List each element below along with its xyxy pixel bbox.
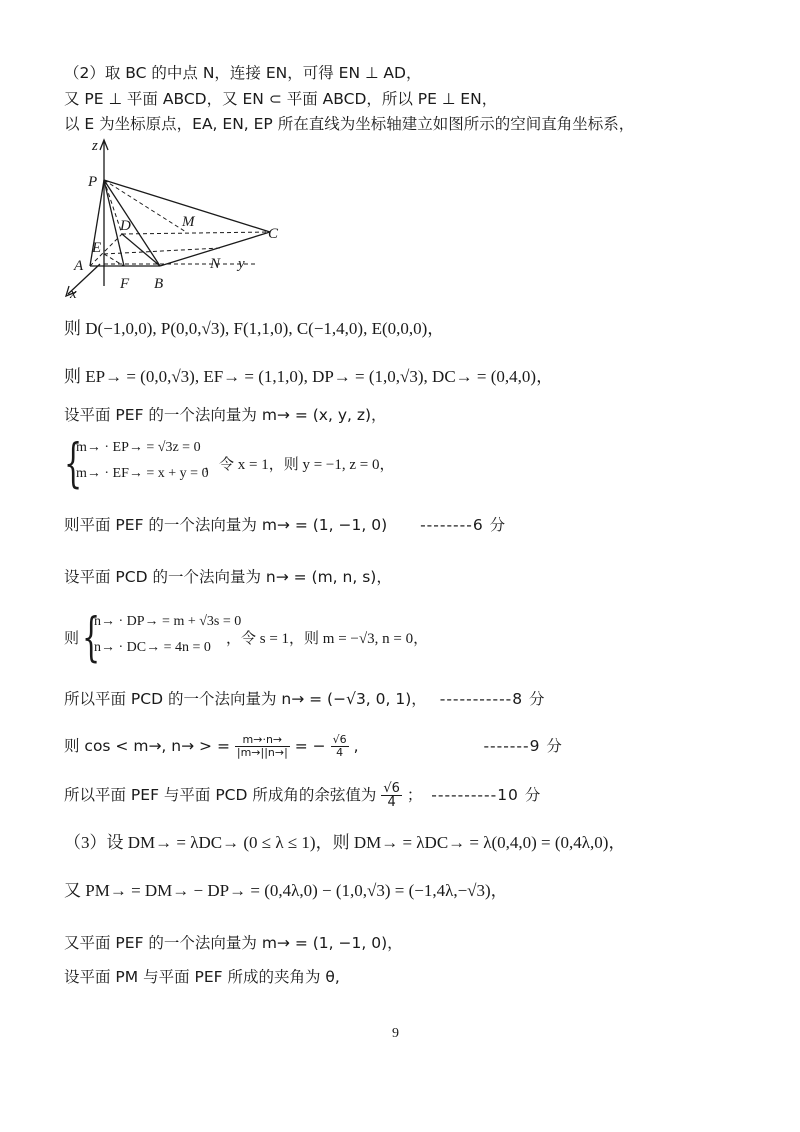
label-C: C <box>268 226 279 242</box>
score-mark-6: --------6 分 <box>420 516 507 534</box>
cosine-value-den: 4 <box>336 746 344 759</box>
brace-2: { <box>82 608 101 668</box>
label-N: N <box>210 256 221 272</box>
part3-setup: （3）设 DM→ = λDC→ (0 ≤ λ ≤ 1)，则 DM→ = λDC→ = λ(0,4,0) = (0,4λ,0)， <box>64 833 626 852</box>
system-2-prefix: 则 <box>64 629 80 647</box>
normal-n-result-text: 所以平面 PCD 的一个法向量为 n→ = (−√3, 0, 1)， <box>64 690 427 708</box>
angle-theta-setup: 设平面 PM 与平面 PEF 所成的夹角为 θ, <box>64 968 340 986</box>
label-M: M <box>182 214 195 230</box>
score-mark-10: ----------10 分 <box>431 786 542 804</box>
equation-system-2 <box>64 608 504 668</box>
system-1-tail: ，令 x = 1，则 y = −1, z = 0， <box>204 457 395 473</box>
cosine-end: , <box>353 737 359 755</box>
system-1-eq-a: m→ · EP→ = √3z = 0 <box>76 440 201 455</box>
label-A: A <box>74 258 84 274</box>
cosine-conclusion <box>64 782 541 809</box>
system-2-eq-b: n→ · DC→ = 4n = 0 <box>94 640 211 655</box>
equation-system-1 <box>64 434 484 494</box>
coordinates-line: 则 D(−1,0,0), P(0,0,√3), F(1,1,0), C(−1,4,0), E(0,0,0)， <box>64 319 445 338</box>
edge-DC <box>122 232 270 234</box>
vectors-line: 则 EP→ = (0,0,√3), EF→ = (1,1,0), DP→ = (1,0,√3), DC→ = (0,4,0)， <box>64 367 554 386</box>
normal-m-restated: 又平面 PEF 的一个法向量为 m→ = (1, −1, 0)， <box>64 934 403 952</box>
system-1-eq-b: m→ · EF→ = x + y = 0 <box>76 466 209 481</box>
conclusion-fraction-den: 4 <box>387 795 396 810</box>
cosine-fraction-den: |m→||n→| <box>236 746 288 759</box>
conclusion-fraction <box>381 782 402 809</box>
conclusion-fraction-num: √6 <box>383 781 400 796</box>
text-line-1: （2）取 BC 的中点 N，连接 EN，可得 EN ⊥ AD， <box>64 64 422 82</box>
text-line-2: 又 PE ⊥ 平面 ABCD，又 EN ⊂ 平面 ABCD，所以 PE ⊥ EN， <box>64 90 498 108</box>
cosine-fraction-num: m→·n→ <box>235 734 290 747</box>
cosine-fraction <box>235 734 290 759</box>
brace-1: { <box>64 434 83 494</box>
label-x: x <box>70 286 77 302</box>
normal-m-result-text: 则平面 PEF 的一个法向量为 m→ = (1, −1, 0) <box>64 516 388 534</box>
cosine-conclusion-text: 所以平面 PEF 与平面 PCD 所成角的余弦值为 <box>64 786 377 804</box>
label-P: P <box>88 174 98 190</box>
cosine-prefix: 则 cos < m→, n→ > = <box>64 737 230 755</box>
edge-DB <box>122 234 160 266</box>
system-2-tail: ，令 s = 1，则 m = −√3, n = 0， <box>226 631 429 647</box>
normal-m-result <box>64 514 506 536</box>
text-line-3: 以 E 为坐标原点，EA, EN, EP 所在直线为坐标轴建立如图所示的空间直角坐标系， <box>64 115 635 133</box>
normal-n-setup: 设平面 PCD 的一个法向量为 n→ = (m, n, s)， <box>64 568 392 586</box>
label-E: E <box>92 240 102 256</box>
system-2-eq-a: n→ · DP→ = m + √3s = 0 <box>94 614 242 629</box>
cosine-value-fraction <box>331 734 349 759</box>
page-number: 9 <box>392 1026 399 1041</box>
cosine-value-num: √6 <box>332 733 347 746</box>
score-mark-9: -------9 分 <box>483 737 563 755</box>
label-z: z <box>92 138 98 154</box>
pm-vector-line: 又 PM→ = DM→ − DP→ = (0,4λ,0) − (1,0,√3) = (−1,4λ,−√3)， <box>64 881 508 900</box>
pyramid-figure <box>60 136 290 306</box>
label-D: D <box>120 218 131 234</box>
score-mark-8: -----------8 分 <box>439 690 546 708</box>
cosine-line <box>64 734 563 759</box>
edge-PM <box>104 180 186 232</box>
normal-n-result <box>64 688 546 710</box>
normal-m-setup: 设平面 PEF 的一个法向量为 m→ = (x, y, z)， <box>64 406 387 424</box>
label-y: y <box>238 256 245 272</box>
conclusion-end: ； <box>406 786 423 804</box>
label-B: B <box>154 276 164 292</box>
label-F: F <box>120 276 130 292</box>
cosine-mid: = − <box>294 737 326 755</box>
